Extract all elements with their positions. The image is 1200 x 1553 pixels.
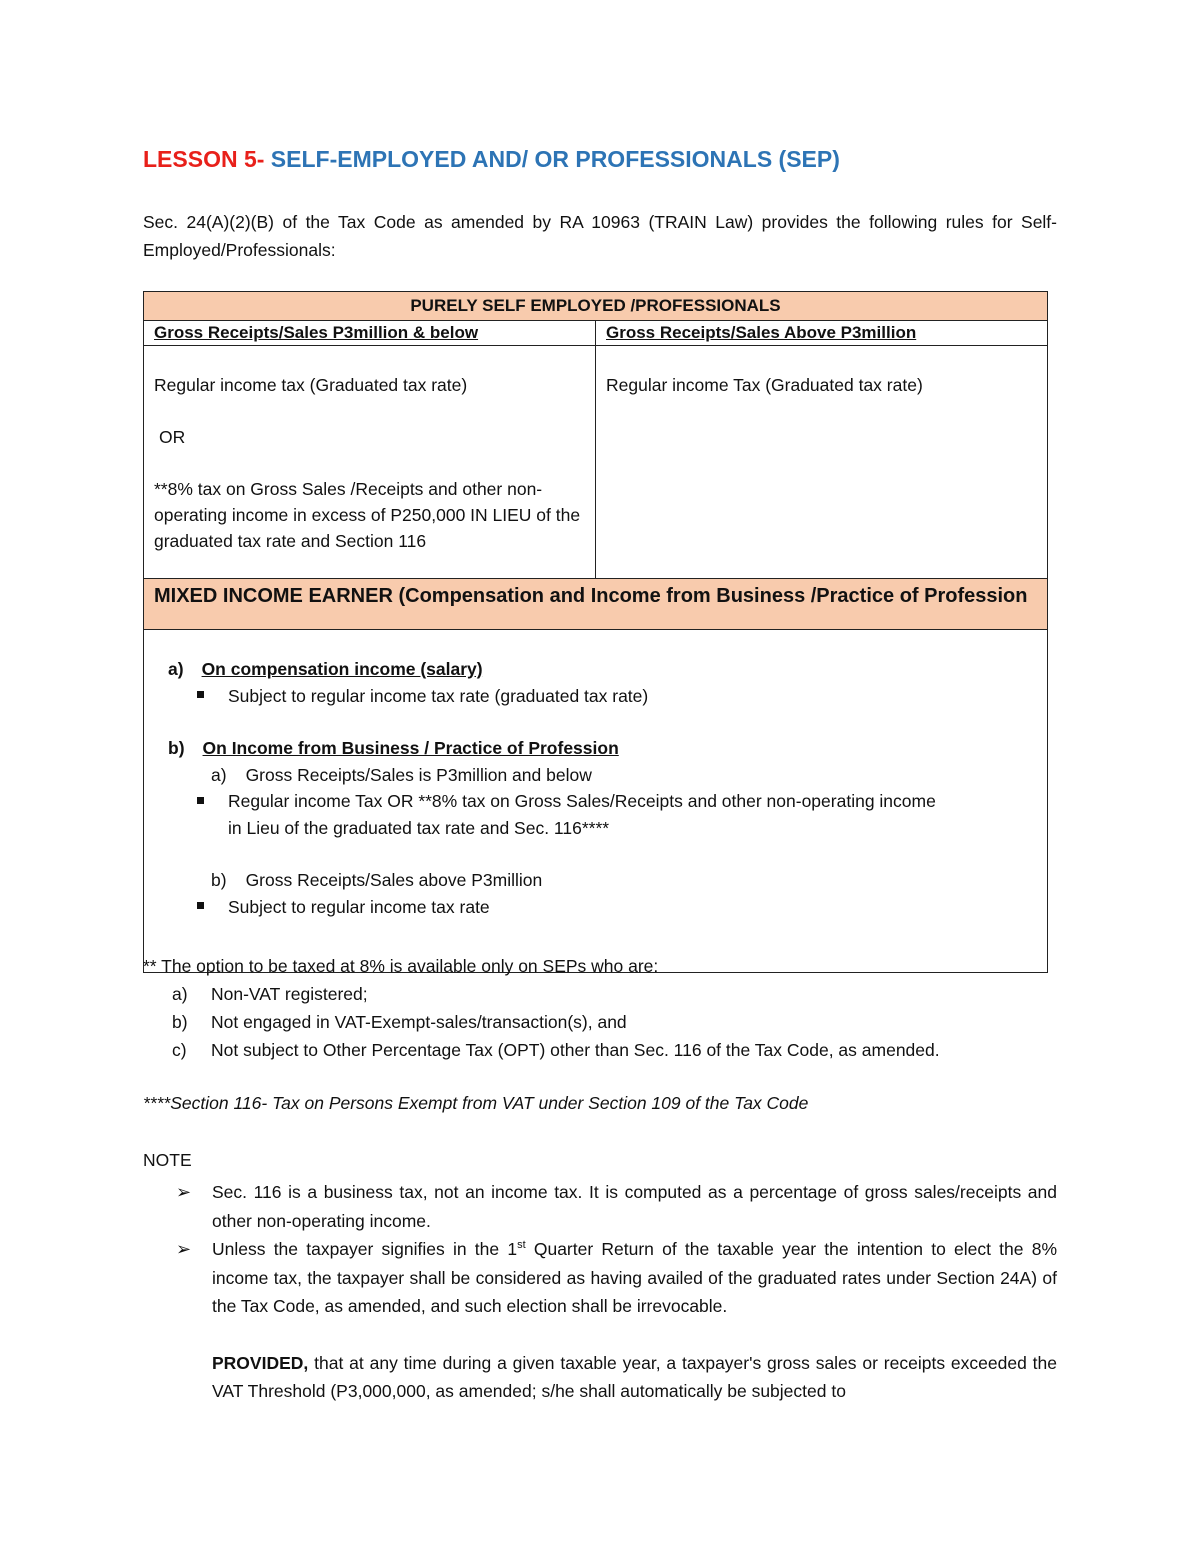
note-item: ➢ Unless the taxpayer signifies in the 1st Quarter Return of the taxable year the intention to elect the 8% income tax, the taxpayer shall be considered as having availed of the graduated rates under Section 24A) of the Tax Code, as amended, and such election shall be irrevocable. [143,1235,1057,1321]
lesson-topic: SELF-EMPLOYED AND/ OR PROFESSIONALS (SEP) [264,146,840,172]
item-ba-label: a) [211,764,227,785]
item-ba-bullet-line2: in Lieu of the graduated tax rate and Sec. 116**** [228,817,610,838]
column-header-above-3m: Gross Receipts/Sales Above P3million [596,321,1048,346]
cell-mixed-income [144,630,1048,973]
option-item: a) Non-VAT registered; [172,984,368,1004]
option-item: b) Not engaged in VAT-Exempt-sales/transaction(s), and [172,1012,627,1032]
provided-paragraph: PROVIDED, that at any time during a given taxable year, a taxpayer's gross sales or receipts exceeded the VAT Threshold (P3,000,000, as amended; s/he shall automatically be subjected to [212,1352,1057,1401]
item-ba-bullet-line1: Regular income Tax OR **8% tax on Gross Sales/Receipts and other non-operating income [228,791,936,811]
table-header-purely-sep: PURELY SELF EMPLOYED /PROFESSIONALS [144,292,1048,321]
item-bb-label: b) [211,870,227,890]
regular-tax-option: Regular income tax (Graduated tax rate) [154,375,468,395]
intro-paragraph: Sec. 24(A)(2)(B) of the Tax Code as amended by RA 10963 (TRAIN Law) provides the following rules for Self-Employed/Professionals: [143,212,1057,260]
cell-below-3m [144,346,596,579]
regular-tax-above: Regular income Tax (Graduated tax rate) [606,375,923,395]
or-separator: OR [159,427,186,447]
item-a-label: a) [168,659,184,679]
item-ba-text: Gross Receipts/Sales is P3million and below [245,764,592,785]
item-bb-bullet: Subject to regular income tax rate [228,896,490,917]
cell-above-3m [596,346,1048,579]
note-list [143,1178,1057,1423]
eight-percent-option: **8% tax on Gross Sales /Receipts and other non-operating income in excess of P250,000 IN LIEU of the graduated tax rate and Section 116 [154,479,581,551]
lesson-title [143,146,840,173]
option-note [143,952,1057,1064]
item-a-bullet: Subject to regular income tax rate (graduated tax rate) [228,685,649,706]
item-b-title: On Income from Business / Practice of Profession [202,738,619,758]
arrow-bullet-icon: ➢ [176,1239,192,1259]
note-item: ➢ Sec. 116 is a business tax, not an income tax. It is computed as a percentage of gross sales/receipts and other non-operating income. [143,1178,1057,1235]
rules-table [143,291,1048,973]
bullet-icon [197,797,204,804]
item-b-label: b) [168,738,185,758]
item-a-title: On compensation income (salary) [201,659,483,679]
option-note-intro: ** The option to be taxed at 8% is available only on SEPs who are: [143,956,659,976]
table-header-mixed-income: MIXED INCOME EARNER (Compensation and Income from Business /Practice of Profession [144,579,1048,630]
option-item: c) Not subject to Other Percentage Tax (OPT) other than Sec. 116 of the Tax Code, as amended. [172,1040,940,1060]
arrow-bullet-icon: ➢ [176,1182,192,1202]
lesson-number: LESSON 5- [143,146,265,172]
section-116-footnote: ****Section 116- Tax on Persons Exempt from VAT under Section 109 of the Tax Code [143,1093,809,1113]
column-header-below-3m: Gross Receipts/Sales P3million & below [144,321,596,346]
bullet-icon [197,902,204,909]
note-heading: NOTE [143,1150,192,1170]
bullet-icon [197,691,204,698]
item-bb-text: Gross Receipts/Sales above P3million [245,870,543,890]
